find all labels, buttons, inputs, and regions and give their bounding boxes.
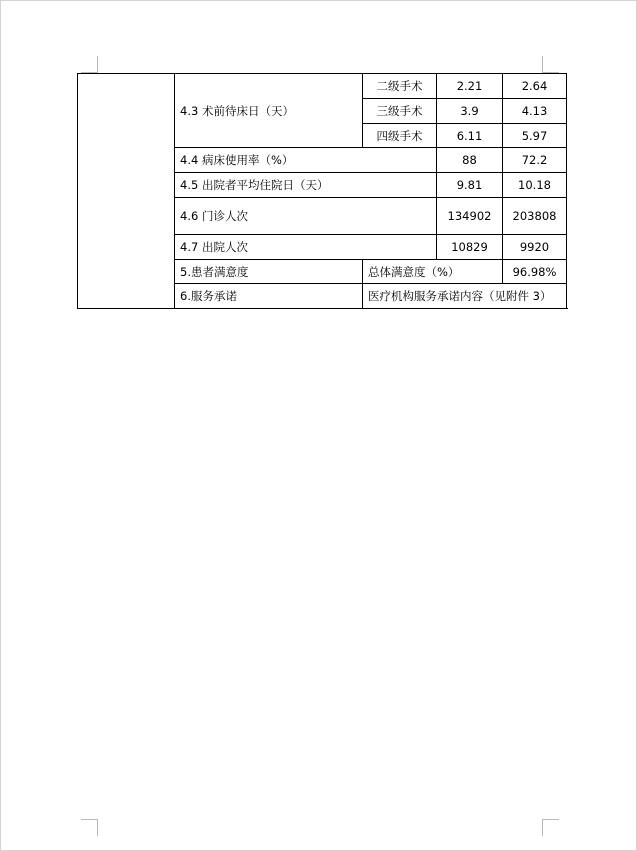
category-cell-5: 5.患者满意度: [175, 260, 363, 284]
category-cell-4-blank: [78, 74, 175, 309]
value-cell: 9920: [503, 235, 567, 260]
item-label-5: 总体满意度（%）: [363, 260, 503, 284]
value-cell: 6.11: [437, 124, 503, 148]
item-label-4-7: 4.7 出院人次: [175, 235, 437, 260]
indicator-table: [77, 73, 567, 309]
value-cell: 5.97: [503, 124, 567, 148]
item-label-4-5: 4.5 出院者平均住院日（天）: [175, 173, 437, 198]
value-cell: 203808: [503, 198, 567, 235]
value-cell: 4.13: [503, 99, 567, 124]
value-cell: 88: [437, 148, 503, 173]
value-cell: 2.21: [437, 74, 503, 99]
item-label-6: 医疗机构服务承诺内容（见附件 3）: [363, 284, 567, 309]
subitem-level-2-surgery: 二级手术: [363, 74, 437, 99]
subitem-level-4-surgery: 四级手术: [363, 124, 437, 148]
crop-mark-top-left: [81, 56, 98, 73]
value-cell: 134902: [437, 198, 503, 235]
item-label-4-4: 4.4 病床使用率（%）: [175, 148, 437, 173]
crop-mark-bottom-left: [81, 819, 98, 836]
value-cell: 2.64: [503, 74, 567, 99]
table-row: [78, 74, 567, 99]
item-label-4-6: 4.6 门诊人次: [175, 198, 437, 235]
value-cell: 72.2: [503, 148, 567, 173]
item-label-4-3: 4.3 术前待床日（天）: [175, 74, 363, 148]
crop-mark-bottom-right: [542, 819, 559, 836]
value-cell: 9.81: [437, 173, 503, 198]
value-cell: 10.18: [503, 173, 567, 198]
value-cell: 3.9: [437, 99, 503, 124]
subitem-level-3-surgery: 三级手术: [363, 99, 437, 124]
crop-mark-top-right: [542, 56, 559, 73]
value-cell: 96.98%: [503, 260, 567, 284]
category-cell-6: 6.服务承诺: [175, 284, 363, 309]
value-cell: 10829: [437, 235, 503, 260]
